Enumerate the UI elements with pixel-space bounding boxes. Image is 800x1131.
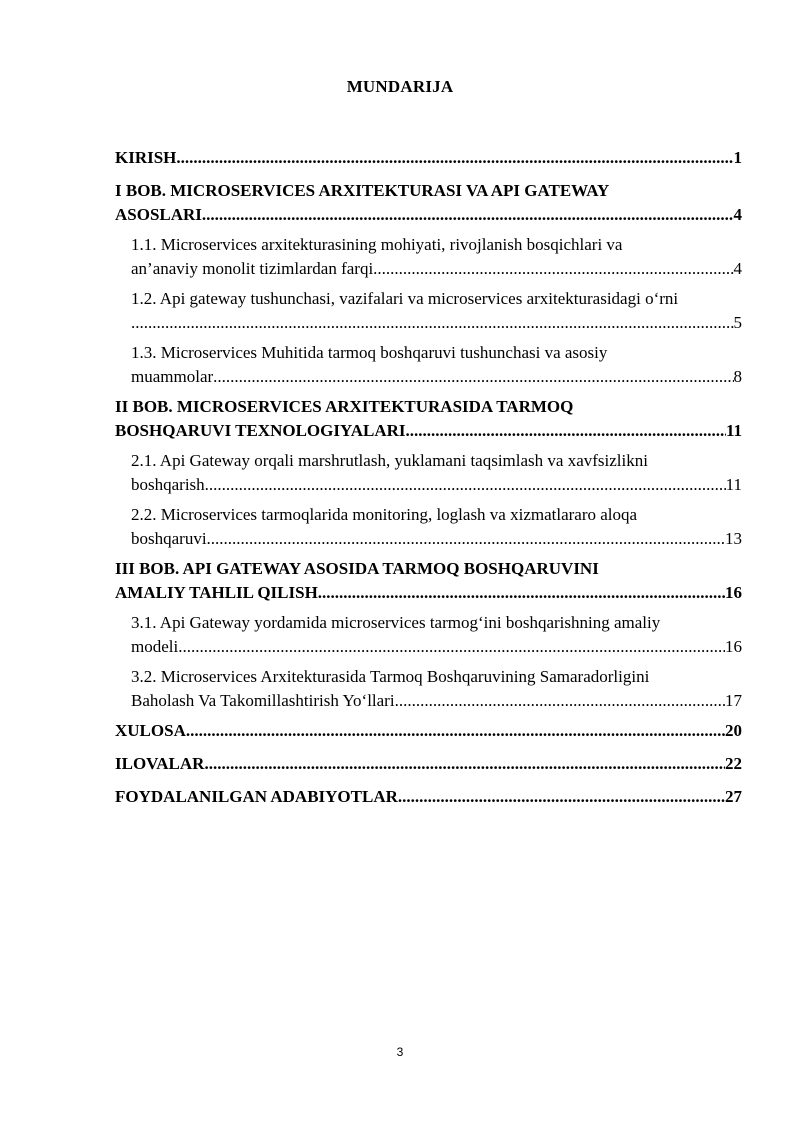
toc-leader-dots: [373, 257, 733, 281]
toc-entry-title-line2: muammolar: [131, 367, 214, 386]
toc-entry-title-line2: boshqarish: [131, 475, 205, 494]
toc-leader-dots: [213, 365, 733, 389]
toc-page-number: 8: [733, 367, 742, 386]
toc-entry-chapter-2: [115, 395, 742, 443]
toc-entry-chapter-1: [115, 179, 742, 227]
toc-entry-title-line2: boshqaruvi: [131, 529, 207, 548]
toc-entry-title-line1: 3.1. Api Gateway yordamida microservices tarmog‘ini boshqarishning amaliy: [131, 613, 661, 632]
toc-page-number: 27: [725, 787, 742, 806]
toc-entry-title-line1: II BOB. MICROSERVICES ARXITEKTURASIDA TARMOQ: [115, 397, 574, 416]
toc-leader-dots: [131, 311, 734, 335]
toc-leader-dots: [205, 473, 726, 497]
toc-leader-dots: [406, 419, 726, 443]
toc-entry-title-line1: 2.1. Api Gateway orqali marshrutlash, yuklamani taqsimlash va xavfsizlikni: [131, 451, 648, 470]
toc-page-number: 11: [725, 421, 742, 440]
toc-leader-dots: [176, 146, 733, 170]
toc-entry-title: KIRISH: [115, 148, 177, 167]
toc-entry-title-line1: 1.1. Microservices arxitekturasining mohiyati, rivojlanish bosqichlari va: [131, 235, 623, 254]
toc-page-number: 20: [725, 721, 742, 740]
toc-page-number: 11: [725, 475, 742, 494]
toc-entry-title-line2: ASOSLARI: [115, 205, 202, 224]
toc-leader-dots: [398, 785, 725, 809]
toc-entry-chapter-3: [115, 557, 742, 605]
toc-page-number: 4: [733, 205, 742, 224]
toc-entry-section-1-3: [115, 341, 742, 389]
toc-entry-section-1-1: [115, 233, 742, 281]
toc-entry-adabiyotlar: [115, 785, 742, 809]
toc-entry-section-3-2: [115, 665, 742, 713]
toc-leader-dots: [395, 689, 725, 713]
toc-entry-ilovalar: [115, 752, 742, 776]
page-title: MUNDARIJA: [346, 77, 454, 96]
toc-entry-section-1-2: [115, 287, 742, 335]
toc-page-number: 16: [725, 583, 742, 602]
toc-entry-kirish: [115, 146, 742, 170]
toc-page-number: 22: [725, 754, 742, 773]
toc-leader-dots: [207, 527, 725, 551]
toc-entry-title: FOYDALANILGAN ADABIYOTLAR: [115, 787, 398, 806]
toc-leader-dots: [186, 719, 725, 743]
toc-page-number: 13: [725, 529, 742, 548]
toc-entry-title-line2: an’anaviy monolit tizimlardan farqi: [131, 259, 374, 278]
table-of-contents: [115, 146, 742, 818]
toc-entry-title-line1: 2.2. Microservices tarmoqlarida monitoring, loglash va xizmatlararo aloqa: [131, 505, 638, 524]
toc-entry-section-2-1: [115, 449, 742, 497]
toc-entry-title-line2: AMALIY TAHLIL QILISH: [115, 583, 318, 602]
toc-entry-title-line1: 1.3. Microservices Muhitida tarmoq boshqaruvi tushunchasi va asosiy: [131, 343, 608, 362]
toc-entry-section-3-1: [115, 611, 742, 659]
toc-page-number: 16: [725, 637, 742, 656]
toc-page-number: 1: [733, 148, 742, 167]
toc-entry-title-line1: 1.2. Api gateway tushunchasi, vazifalari va microservices arxitekturasidagi o‘rni: [131, 289, 679, 308]
toc-entry-title-line2: BOSHQARUVI TEXNOLOGIYALARI: [115, 421, 406, 440]
toc-leader-dots: [178, 635, 725, 659]
toc-page-number: 5: [733, 313, 742, 332]
toc-leader-dots: [204, 752, 725, 776]
toc-leader-dots: [318, 581, 725, 605]
toc-entry-title-line1: I BOB. MICROSERVICES ARXITEKTURASI VA API GATEWAY: [115, 181, 610, 200]
toc-entry-title: ILOVALAR: [115, 754, 205, 773]
toc-entry-title-line2: Baholash Va Takomillashtirish Yo‘llari: [131, 691, 395, 710]
toc-entry-title: XULOSA: [115, 721, 186, 740]
toc-entry-title-line1: III BOB. API GATEWAY ASOSIDA TARMOQ BOSHQARUVINI: [115, 559, 599, 578]
toc-entry-xulosa: [115, 719, 742, 743]
toc-entry-section-2-2: [115, 503, 742, 551]
toc-page-number: 4: [733, 259, 742, 278]
toc-entry-title-line2: modeli: [131, 637, 179, 656]
page-number: 3: [396, 1045, 404, 1059]
toc-page-number: 17: [725, 691, 742, 710]
toc-entry-title-line1: 3.2. Microservices Arxitekturasida Tarmoq Boshqaruvining Samaradorligini: [131, 667, 650, 686]
toc-leader-dots: [202, 203, 734, 227]
